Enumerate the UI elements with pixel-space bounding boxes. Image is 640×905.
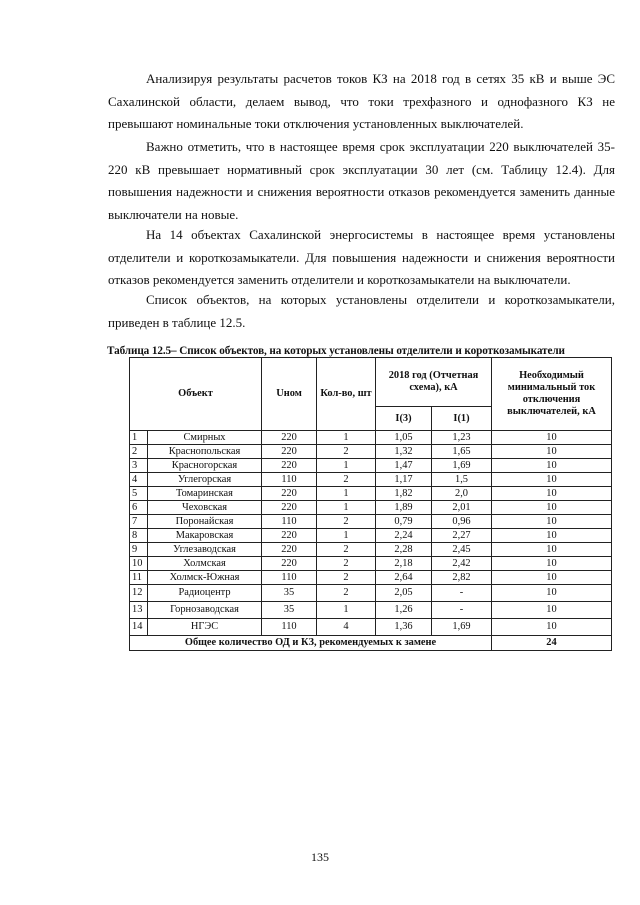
row-number: 10 <box>130 557 148 571</box>
table-row <box>130 515 612 529</box>
qty-value: 1 <box>317 487 376 501</box>
i3-value: 2,05 <box>376 585 432 602</box>
object-name: Холмск-Южная <box>148 571 262 585</box>
i3-value: 1,89 <box>376 501 432 515</box>
min-current-value: 10 <box>492 529 612 543</box>
i1-value: 1,23 <box>432 431 492 445</box>
qty-value: 1 <box>317 459 376 473</box>
table-row <box>130 571 612 585</box>
table-header-row <box>130 358 612 407</box>
table-row <box>130 619 612 636</box>
i1-value: 2,01 <box>432 501 492 515</box>
min-current-value: 10 <box>492 445 612 459</box>
row-number: 14 <box>130 619 148 636</box>
unom-value: 35 <box>262 602 317 619</box>
qty-value: 2 <box>317 543 376 557</box>
qty-value: 1 <box>317 529 376 543</box>
object-name: Смирных <box>148 431 262 445</box>
i3-value: 1,05 <box>376 431 432 445</box>
qty-value: 1 <box>317 501 376 515</box>
table-body <box>130 431 612 636</box>
object-name: Чеховская <box>148 501 262 515</box>
i1-value: 2,27 <box>432 529 492 543</box>
header-qty: Кол-во, шт <box>317 358 376 431</box>
object-name: Углегорская <box>148 473 262 487</box>
min-current-value: 10 <box>492 619 612 636</box>
unom-value: 35 <box>262 585 317 602</box>
total-label: Общее количество ОД и КЗ, рекомендуемых к замене <box>130 636 492 651</box>
object-name: Поронайская <box>148 515 262 529</box>
i3-value: 1,26 <box>376 602 432 619</box>
qty-value: 4 <box>317 619 376 636</box>
unom-value: 220 <box>262 445 317 459</box>
qty-value: 2 <box>317 445 376 459</box>
qty-value: 2 <box>317 473 376 487</box>
object-name: Макаровская <box>148 529 262 543</box>
table-row <box>130 431 612 445</box>
i1-value: 2,82 <box>432 571 492 585</box>
table-row <box>130 501 612 515</box>
unom-value: 220 <box>262 459 317 473</box>
unom-value: 110 <box>262 619 317 636</box>
header-i3: I(3) <box>376 407 432 431</box>
i3-value: 1,17 <box>376 473 432 487</box>
object-name: Углезаводская <box>148 543 262 557</box>
unom-value: 220 <box>262 431 317 445</box>
header-i1: I(1) <box>432 407 492 431</box>
row-number: 4 <box>130 473 148 487</box>
i3-value: 2,64 <box>376 571 432 585</box>
i1-value: 1,5 <box>432 473 492 487</box>
qty-value: 2 <box>317 585 376 602</box>
object-name: Красногорская <box>148 459 262 473</box>
i1-value: 2,45 <box>432 543 492 557</box>
unom-value: 110 <box>262 473 317 487</box>
i1-value: 0,96 <box>432 515 492 529</box>
row-number: 8 <box>130 529 148 543</box>
i3-value: 2,18 <box>376 557 432 571</box>
row-number: 1 <box>130 431 148 445</box>
row-number: 13 <box>130 602 148 619</box>
min-current-value: 10 <box>492 515 612 529</box>
table-row <box>130 473 612 487</box>
object-name: Радиоцентр <box>148 585 262 602</box>
i1-value: 2,42 <box>432 557 492 571</box>
row-number: 5 <box>130 487 148 501</box>
paragraph-1: Анализируя результаты расчетов токов КЗ на 2018 год в сетях 35 кВ и выше ЭС Сахалинской области, делаем вывод, что токи трехфазного и однофазного КЗ не превышают номинальные токи отключения установленных выключателей. <box>108 71 615 132</box>
unom-value: 220 <box>262 529 317 543</box>
table-row <box>130 529 612 543</box>
min-current-value: 10 <box>492 602 612 619</box>
unom-value: 220 <box>262 557 317 571</box>
row-number: 6 <box>130 501 148 515</box>
table-row <box>130 585 612 602</box>
i1-value: 1,69 <box>432 619 492 636</box>
min-current-value: 10 <box>492 571 612 585</box>
qty-value: 2 <box>317 515 376 529</box>
paragraph-2: Важно отметить, что в настоящее время срок эксплуатации 220 выключателей 35-220 кВ превышает нормативный срок эксплуатации 30 лет (см. Таблицу 12.4). Для повышения надежности и снижения вероятности отказов рекомендуется заменить данные выключатели на новые. <box>108 139 615 222</box>
page-number: 135 <box>311 850 329 864</box>
i3-value: 2,28 <box>376 543 432 557</box>
object-name: Томаринская <box>148 487 262 501</box>
i1-value: 2,0 <box>432 487 492 501</box>
header-year-group: 2018 год (Отчетная схема), кА <box>376 358 492 407</box>
min-current-value: 10 <box>492 431 612 445</box>
row-number: 3 <box>130 459 148 473</box>
unom-value: 220 <box>262 501 317 515</box>
object-name: Горнозаводская <box>148 602 262 619</box>
min-current-value: 10 <box>492 543 612 557</box>
header-unom: Uном <box>262 358 317 431</box>
table-row <box>130 487 612 501</box>
i3-value: 1,36 <box>376 619 432 636</box>
unom-value: 220 <box>262 543 317 557</box>
table-row <box>130 459 612 473</box>
i3-value: 1,47 <box>376 459 432 473</box>
table-row <box>130 602 612 619</box>
qty-value: 1 <box>317 431 376 445</box>
min-current-value: 10 <box>492 487 612 501</box>
qty-value: 2 <box>317 571 376 585</box>
i3-value: 1,82 <box>376 487 432 501</box>
row-number: 11 <box>130 571 148 585</box>
row-number: 7 <box>130 515 148 529</box>
object-name: Краснопольская <box>148 445 262 459</box>
table-row <box>130 557 612 571</box>
unom-value: 220 <box>262 487 317 501</box>
table-row <box>130 445 612 459</box>
object-name: Холмская <box>148 557 262 571</box>
qty-value: 2 <box>317 557 376 571</box>
qty-value: 1 <box>317 602 376 619</box>
min-current-value: 10 <box>492 585 612 602</box>
object-name: НГЭС <box>148 619 262 636</box>
min-current-value: 10 <box>492 473 612 487</box>
row-number: 12 <box>130 585 148 602</box>
unom-value: 110 <box>262 571 317 585</box>
table-row <box>130 543 612 557</box>
paragraph-4: Список объектов, на которых установлены отделители и короткозамыкатели, приведен в таблице 12.5. <box>108 292 615 330</box>
i1-value: 1,65 <box>432 445 492 459</box>
unom-value: 110 <box>262 515 317 529</box>
i1-value: 1,69 <box>432 459 492 473</box>
header-min-current: Необходимый минимальный ток отключения выключателей, кА <box>492 358 612 431</box>
total-value: 24 <box>492 636 612 651</box>
min-current-value: 10 <box>492 557 612 571</box>
i3-value: 1,32 <box>376 445 432 459</box>
i1-value: - <box>432 602 492 619</box>
table-total-row <box>130 636 612 651</box>
objects-table <box>129 357 612 651</box>
header-object: Объект <box>130 358 262 431</box>
i1-value: - <box>432 585 492 602</box>
i3-value: 0,79 <box>376 515 432 529</box>
i3-value: 2,24 <box>376 529 432 543</box>
min-current-value: 10 <box>492 501 612 515</box>
table-caption: Таблица 12.5– Список объектов, на которых установлены отделители и короткозамыкатели <box>107 345 565 357</box>
row-number: 2 <box>130 445 148 459</box>
paragraph-3: На 14 объектах Сахалинской энергосистемы в настоящее время установлены отделители и короткозамыкатели. Для повышения надежности и снижения вероятности отказов рекомендуется заменить отделители и короткозамыкатели на выключатели. <box>108 227 615 288</box>
row-number: 9 <box>130 543 148 557</box>
min-current-value: 10 <box>492 459 612 473</box>
